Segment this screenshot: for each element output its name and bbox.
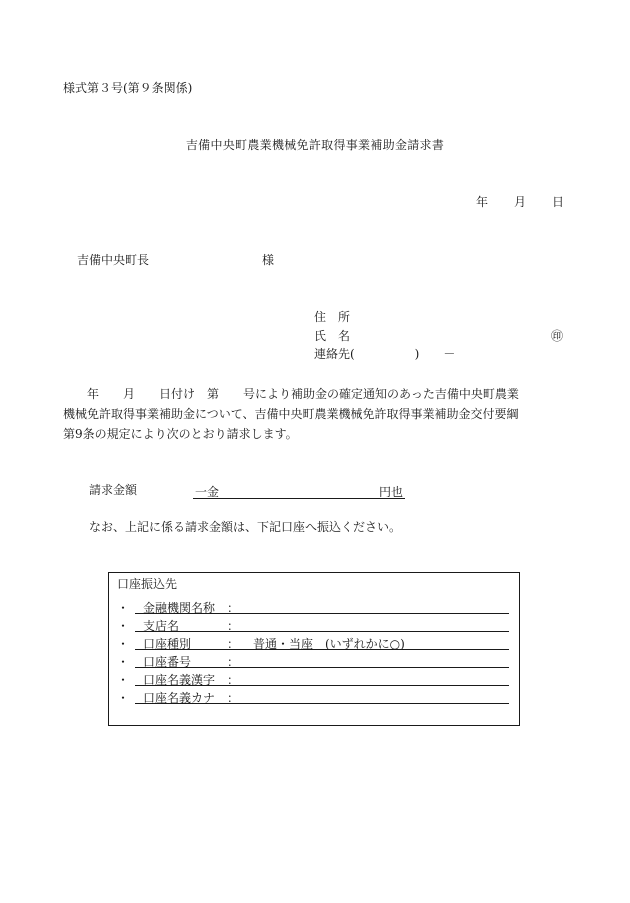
body-line: 機械免許取得事業補助金について、吉備中央町農業機械免許取得事業補助金交付要綱 [63,407,519,421]
date-field [476,195,564,209]
amount-field[interactable] [193,481,405,499]
account-row-bank-name [117,598,509,615]
body-line: 年 月 日付け 第 号により補助金の確定通知のあった吉備中央町農業 [87,387,519,401]
account-row-colon: ： [227,655,240,669]
account-row-colon: ： [227,601,240,615]
date-year-label: 年 [475,195,488,209]
account-row-branch [117,616,509,633]
seal-mark: ㊞ [551,329,564,343]
bank-account-box [108,572,520,726]
account-row-label: 金融機関名称 [143,601,216,615]
account-row-type [117,634,509,651]
bullet: ・ [117,601,130,615]
account-type-field[interactable] [135,634,509,650]
account-holder-kana-field[interactable] [135,688,509,704]
account-row-label: 口座名義カナ [143,691,216,705]
amount-prefix: 一金 [195,485,220,499]
date-day-label: 日 [551,195,564,209]
transfer-note: なお、上記に係る請求金額は、下記口座へ振込ください。 [89,520,402,534]
date-month-label: 月 [513,195,526,209]
applicant-address-label: 住 所 [314,310,351,324]
amount-label: 請求金額 [89,483,138,497]
account-row-colon: ： [227,673,240,687]
applicant-contact-label: 連絡先( ) － [314,347,456,361]
account-row-colon: ： [227,637,240,651]
form-number: 様式第３号(第９条関係) [63,81,193,95]
amount-suffix: 円也 [378,485,403,499]
account-row-label: 口座名義漢字 [143,673,216,687]
account-row-label: 支店名 [143,619,180,633]
account-row-colon: ： [227,619,240,633]
account-row-colon: ： [227,691,240,705]
account-holder-kanji-field[interactable] [135,670,509,686]
document-title: 吉備中央町農業機械免許取得事業補助金請求書 [185,138,445,152]
account-row-value: 普通・当座 (いずれかに○) [253,637,405,651]
addressee-honorific: 様 [262,253,275,267]
branch-name-field[interactable] [135,616,509,632]
request-body-text [63,384,570,444]
account-row-label: 口座種別 [143,637,192,651]
bank-name-field[interactable] [135,598,509,614]
bullet: ・ [117,673,130,687]
body-line: 第9条の規定により次のとおり請求します。 [63,427,298,441]
bullet: ・ [117,691,130,705]
bullet: ・ [117,619,130,633]
account-row-number [117,652,509,669]
applicant-name-label: 氏 名 [314,329,351,343]
bullet: ・ [117,655,130,669]
account-row-holder-kanji [117,670,509,687]
bank-account-title: 口座振込先 [117,577,178,591]
account-row-holder-kana [117,688,509,705]
addressee-name: 吉備中央町長 [77,253,150,267]
account-number-field[interactable] [135,652,509,668]
account-row-label: 口座番号 [143,655,192,669]
bullet: ・ [117,637,130,651]
